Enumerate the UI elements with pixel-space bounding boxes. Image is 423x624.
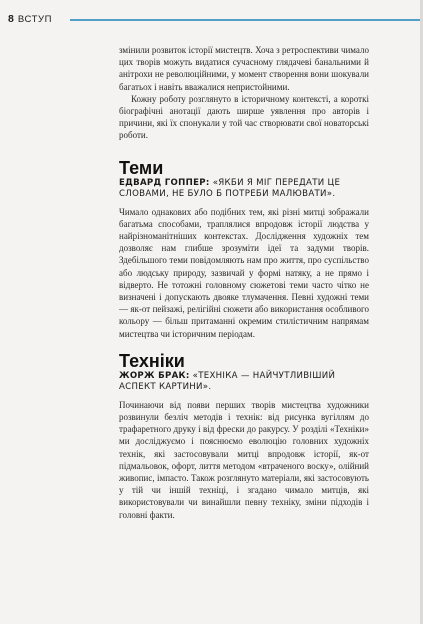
intro-block [119,44,369,142]
themes-epigraph [119,178,369,200]
techniques-quote-text: «ТЕХНІКА — НАЙЧУТЛИВІШИЙ АСПЕКТ КАРТИНИ». [119,370,336,392]
techniques-heading: Техніки [119,350,185,371]
text-column [119,44,369,521]
themes-quote-author: ЕДВАРД ГОППЕР: [119,177,210,188]
themes-quote-text: «ЯКБИ Я МІГ ПЕРЕДАТИ ЦЕ СЛОВАМИ, НЕ БУЛО Б ПОТРЕБИ МАЛЮВАТИ». [119,177,341,199]
techniques-body: Починаючи від появи перших творів мистецтва художники розвинули безліч методів і технік: від рисунка вугіллям до трафаретного друку і від фрески до ракурсу. У розділі «Техніки» ми досліджуємо і пояснюємо еволюцію головних художніх технік, які застосовували митці впродовж історії, як-от пiдмальовок, офорт, лиття методом «втраченого воску», олійний живопис, імпасто. Також розглянуто матеріали, які застосовують у тій чи іншій техніці, і згадано чимало митців, які використовували чи винайшли певну техніку, зміни підходів і головні факти. [119,399,369,520]
intro-paragraph-2: Кожну роботу розглянуто в історичному контексті, а короткі біографічні анотації дають ширше уявлення про авторів і причини, які їх спонукали у той час створювати свої новаторські роботи. [119,93,369,141]
header-rule [70,19,423,21]
intro-paragraph-1: змінили розвиток історії мистецтв. Хоча з ретроспективи чимало цих творів можуть видатися сучасному глядачеві банальними й анітрохи не революційними, у момент створення вони шокували багатьох і навіть вважалися непристойними. [119,45,369,92]
themes-body: Чимало однакових або подібних тем, які різні митці зображали багатьма способами, траплялися впродовж історії людства у найрізноманітніших контекстах. Дослідження художніх тем дозволяє нам глибше зрозуміти ідеї та задуми творів. Здебільшого теми повідомляють нам про життя, про суспільство або людську природу, зазвичай у формі натяку, а не прямо і відверто. Не тотожні головному сюжетові теми часто чітко не визначені і допускають двояке тлумачення. Певні художні теми — як-от пейзажі, релігійні сюжети або використання особливого кольору — більш притаманні окремим стилістичним напрямам мистецтва чи історичним періодам. [119,206,369,339]
page-number: 8 [8,13,14,25]
techniques-epigraph [119,371,369,393]
themes-section [119,158,369,340]
techniques-section [119,351,369,521]
running-head: ВСТУП [17,13,53,25]
techniques-quote-author: ЖОРЖ БРАК: [119,370,190,381]
themes-heading: Теми [119,157,164,178]
